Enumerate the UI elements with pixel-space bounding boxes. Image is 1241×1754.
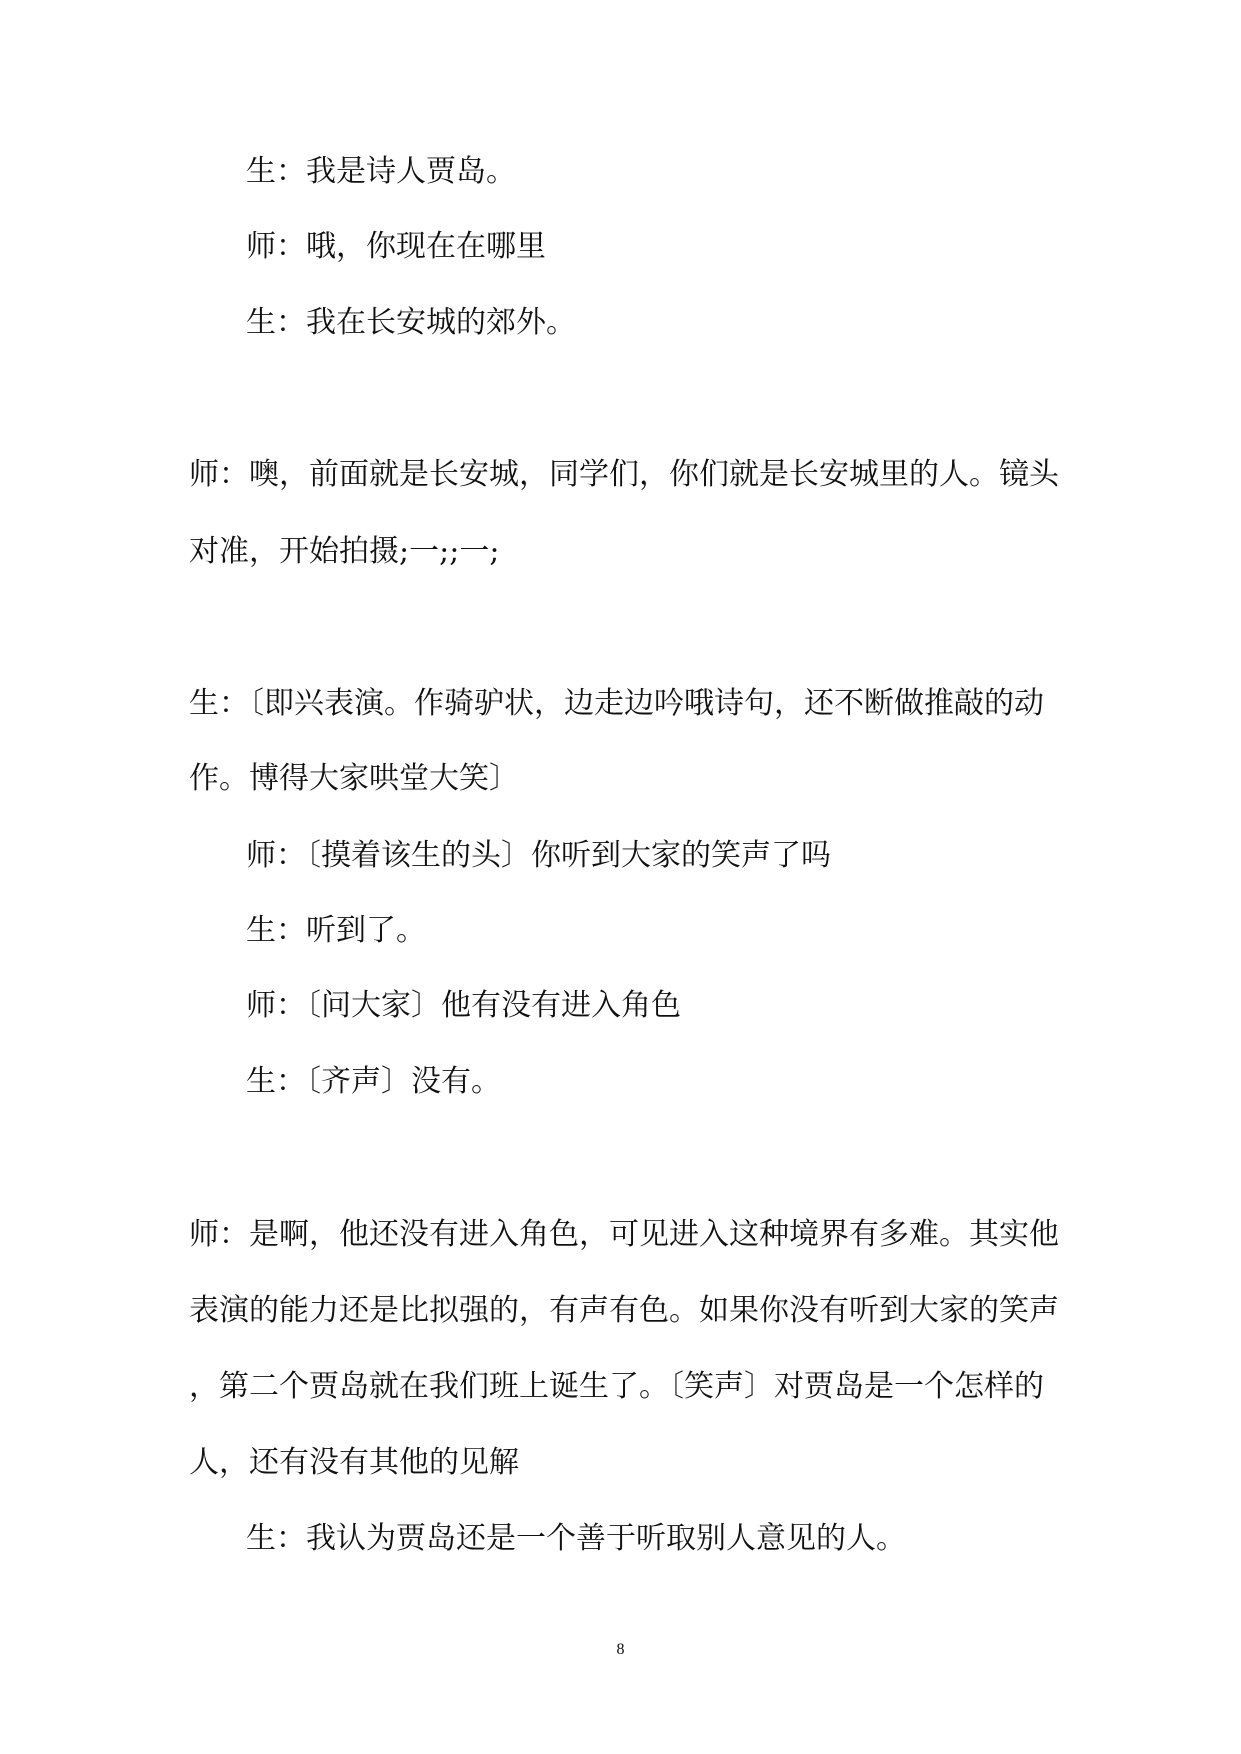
text-line: 师：噢，前面就是长安城，同学们，你们就是长安城里的人。镜头	[189, 457, 1059, 492]
text-line: ，第二个贾岛就在我们班上诞生了。〔笑声〕对贾岛是一个怎样的	[189, 1369, 1044, 1404]
text-line: 作。博得大家哄堂大笑〕	[189, 761, 519, 796]
text-line: 生：我认为贾岛还是一个善于听取别人意见的人。	[246, 1521, 906, 1556]
text-line: 生：〔齐声〕没有。	[246, 1064, 501, 1099]
text-line: 生：我在长安城的郊外。	[246, 305, 576, 340]
text-line: 对准，开始拍摄;一;;一;	[189, 534, 500, 569]
text-line: 生：听到了。	[246, 913, 426, 948]
text-line: 人，还有没有其他的见解	[189, 1445, 519, 1480]
text-line: 表演的能力还是比拟强的，有声有色。如果你没有听到大家的笑声	[189, 1293, 1059, 1328]
text-line: 生：〔即兴表演。作骑驴状，边走边吟哦诗句，还不断做推敲的动	[189, 686, 1044, 721]
text-line: 师：是啊，他还没有进入角色，可见进入这种境界有多难。其实他	[189, 1217, 1059, 1252]
text-line: 师：〔问大家〕他有没有进入角色	[246, 988, 681, 1023]
text-line: 师：〔摸着该生的头〕你听到大家的笑声了吗	[246, 838, 831, 873]
text-line: 生：我是诗人贾岛。	[246, 154, 516, 189]
page-number: 8	[616, 1641, 625, 1658]
text-line: 师：哦，你现在在哪里	[246, 229, 546, 264]
